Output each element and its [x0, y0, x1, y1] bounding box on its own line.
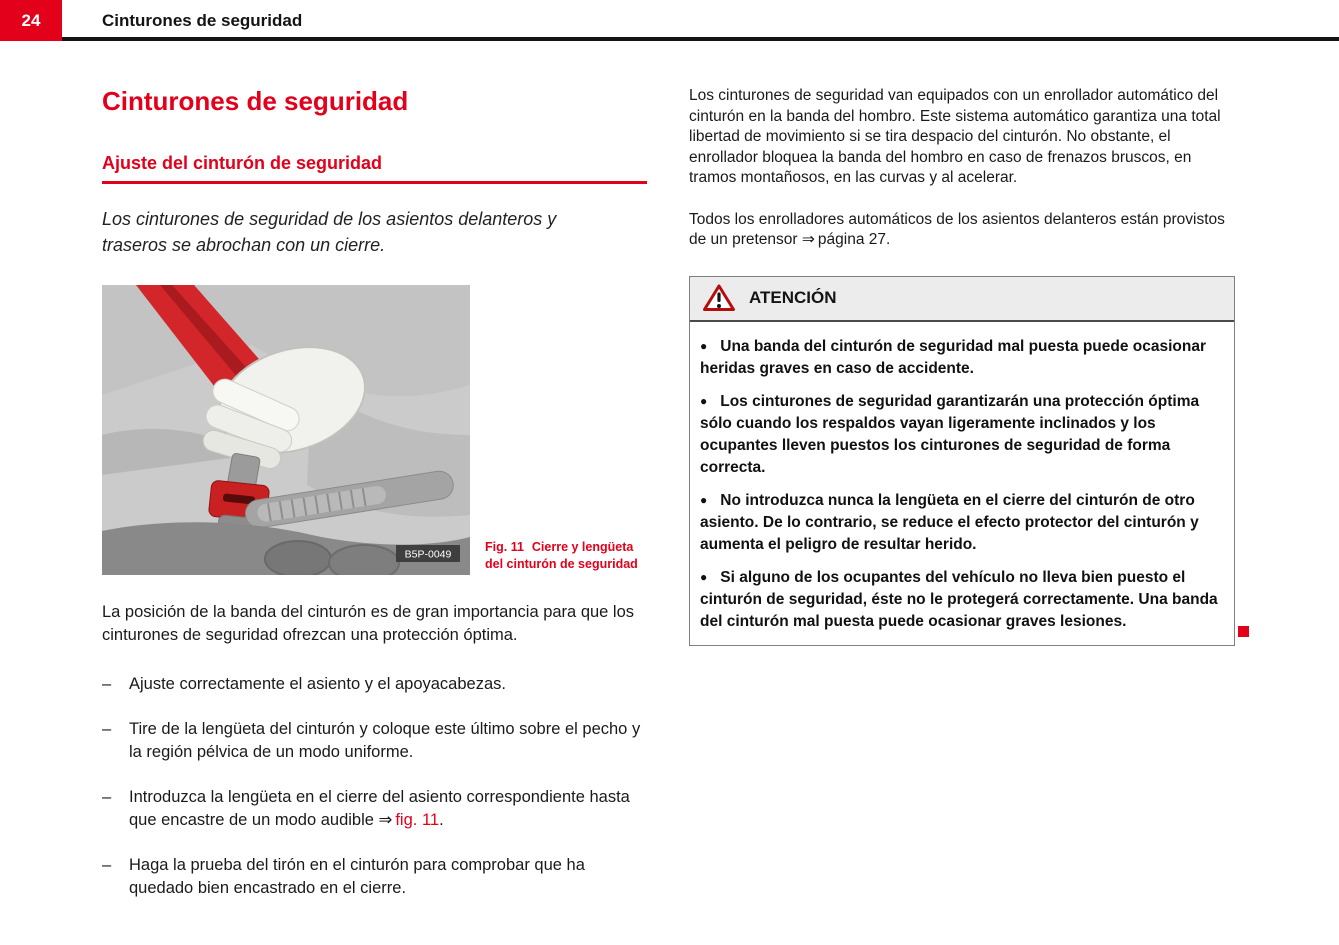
paragraph-text: Todos los enrolladores automáticos de los asientos delanteros están provistos de un pretensor	[689, 210, 1225, 248]
bullet-icon: ●	[700, 492, 708, 507]
list-item	[102, 718, 647, 764]
paragraph-text: .	[885, 231, 891, 248]
warning-item	[700, 336, 1222, 380]
cross-reference-arrow: ⇒	[378, 811, 393, 829]
warning-item-text: Si alguno de los ocupantes del vehículo no lleva bien puesto el cinturón de seguridad, éste no le protegerá correctamente. Una banda del cinturón mal puesta puede ocasionar graves lesiones.	[700, 568, 1218, 630]
list-item-text: Tire de la lengüeta del cinturón y coloque este último sobre el pecho y la región pélvica de un modo uniforme.	[129, 720, 641, 761]
bullet-icon: ●	[700, 393, 708, 408]
fig-11-reference-link[interactable]: fig. 11	[395, 811, 440, 829]
page-number-badge: 24	[0, 0, 62, 41]
list-item	[102, 673, 647, 696]
retractor-paragraph: Los cinturones de seguridad van equipados con un enrollador automático del cinturón en la banda del hombro. Este sistema automático garantiza una total libertad de movimiento si se tira despacio del cinturón. No obstante, el enrollador bloquea la banda del hombro en caso de frenazos bruscos, en tramos montañosos, en las curvas y al acelerar.	[689, 87, 1221, 186]
warning-body	[690, 322, 1234, 645]
figure-caption-label: Fig. 11	[485, 540, 524, 554]
list-item-text: Ajuste correctamente el asiento y el apoyacabezas.	[129, 675, 506, 693]
warning-item-text: Los cinturones de seguridad garantizarán una protección óptima sólo cuando los respaldos vayan ligeramente inclinados y los ocupantes lleven puestos los cinturones de seguridad de forma correcta.	[700, 392, 1200, 476]
right-column	[689, 86, 1235, 646]
page-header	[0, 0, 1339, 41]
warning-triangle-icon	[702, 283, 736, 313]
header-title: Cinturones de seguridad	[102, 11, 303, 30]
left-column	[102, 86, 647, 922]
figure-caption-text: Cierre y lengüeta del cinturón de seguridad	[485, 540, 638, 571]
warning-item-text: No introduzca nunca la lengüeta en el cierre del cinturón de otro asiento. De lo contrario, se reduce el efecto protector del cinturón y aumenta el peligro de resultar herido.	[700, 491, 1199, 553]
list-item	[102, 786, 647, 832]
dash-bullet: –	[102, 788, 112, 806]
pretensioner-paragraph	[689, 210, 1235, 251]
list-item	[102, 854, 647, 900]
subsection-title: Ajuste del cinturón de seguridad	[102, 152, 647, 184]
figure-11-image	[102, 285, 470, 575]
list-item-text: Haga la prueba del tirón en el cinturón para comprobar que ha quedado bien encastrado en el cierre.	[129, 856, 585, 897]
warning-item	[700, 490, 1222, 556]
warning-item	[700, 567, 1222, 633]
warning-item	[700, 391, 1222, 479]
bullet-icon: ●	[700, 338, 708, 353]
dash-bullet: –	[102, 856, 112, 874]
dash-bullet: –	[102, 675, 112, 693]
figure-code: B5P-0049	[404, 548, 452, 561]
figure-11	[102, 285, 647, 575]
dash-bullet: –	[102, 720, 112, 738]
cross-reference-arrow: ⇒	[801, 231, 815, 248]
intro-text: Los cinturones de seguridad de los asientos delanteros y traseros se abrochan con un cierre.	[102, 209, 557, 255]
warning-box	[689, 276, 1235, 646]
section-title: Cinturones de seguridad	[102, 86, 409, 116]
warning-item-text: Una banda del cinturón de seguridad mal puesta puede ocasionar heridas graves en caso de accidente.	[700, 337, 1207, 377]
list-item-text: .	[439, 811, 444, 829]
page-27-reference-link[interactable]: página 27	[817, 231, 886, 248]
instruction-list	[102, 673, 647, 900]
list-item-text: Introduzca la lengüeta en el cierre del asiento correspondiente hasta que encastre de un modo audible	[129, 788, 630, 829]
warning-header	[690, 277, 1234, 322]
bullet-icon: ●	[700, 569, 708, 584]
section-end-marker	[1238, 626, 1249, 637]
figure-caption	[485, 539, 647, 573]
belt-position-paragraph: La posición de la banda del cinturón es de gran importancia para que los cinturones de seguridad ofrezcan una protección óptima.	[102, 603, 635, 644]
warning-title: ATENCIÓN	[749, 288, 837, 307]
